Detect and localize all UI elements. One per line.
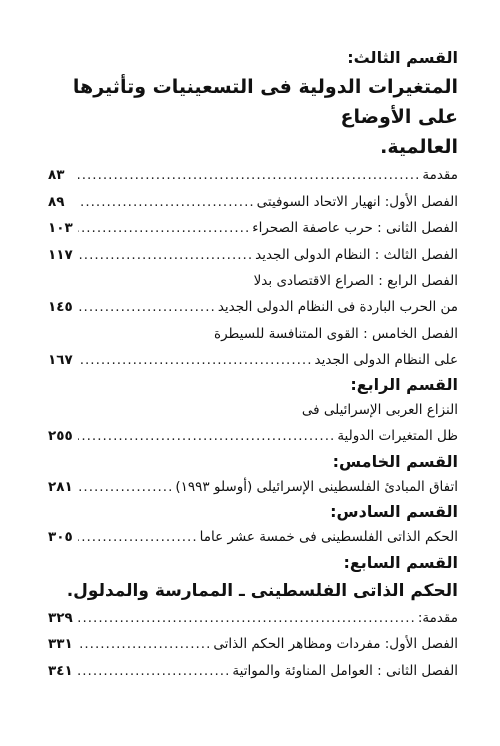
entry-page: ٣٤١: [48, 662, 73, 679]
entry-title: الفصل الثالث : النظام الدولى الجديد: [255, 246, 458, 263]
entry-page: ٨٩: [48, 193, 65, 210]
toc-entry-chapter-4-line-1: الفصل الرابع : الصراع الاقتصادى بدلا: [253, 273, 458, 289]
toc-entry-section-4: [48, 423, 458, 450]
toc-entry-chapter-5: [48, 347, 458, 374]
leader-dots: [78, 423, 335, 450]
toc-entry-intro: [48, 162, 458, 189]
entry-title: مقدمة:: [417, 609, 458, 626]
entry-title: الفصل الأول: مفردات ومظاهر الحكم الذاتى: [213, 636, 458, 652]
section-5-heading: القسم الخامس:: [332, 451, 458, 471]
leader-dots: [78, 605, 416, 632]
toc-entry-section-7-chapter-2: [48, 658, 458, 685]
entry-page: ١٦٧: [48, 351, 73, 368]
entry-title: مقدمة: [422, 167, 458, 183]
toc-entry-section-4-line-1: النزاع العربى الإسرائيلى فى: [301, 402, 458, 418]
section-3-title-line-2: العالمية.: [380, 136, 458, 158]
entry-page: ٢٥٥: [48, 428, 73, 444]
section-7-heading: القسم السابع:: [343, 552, 458, 572]
leader-dots: [78, 658, 230, 685]
entry-page: ١٤٥: [48, 299, 73, 315]
leader-dots: [78, 524, 198, 551]
entry-page: ٨٣: [48, 167, 65, 183]
section-3-title-line-1: المتغيرات الدولية فى التسعينيات وتأثيرها على الأوضاع: [72, 76, 458, 128]
entry-page: ١١٧: [48, 246, 73, 263]
toc-entry-chapter-4: [48, 294, 458, 321]
toc-entry-chapter-3: [48, 242, 458, 269]
toc-entry-section-7-intro: [48, 605, 458, 632]
entry-page: ١٠٣: [48, 220, 73, 236]
leader-dots: [78, 347, 313, 374]
entry-title: ظل المتغيرات الدولية: [337, 428, 458, 444]
entry-title: الفصل الثانى : حرب عاصفة الصحراء: [252, 220, 458, 236]
leader-dots: [78, 189, 255, 216]
toc-entry-chapter-5-line-1: الفصل الخامس : القوى المتنافسة للسيطرة: [214, 325, 458, 342]
leader-dots: [78, 294, 216, 321]
entry-page: ٢٨١: [48, 478, 73, 495]
toc-entry-chapter-1: [48, 189, 458, 216]
entry-page: ٣٠٥: [48, 529, 73, 545]
entry-page: ٣٣١: [48, 636, 73, 652]
leader-dots: [78, 474, 173, 501]
toc-entry-section-6: [48, 524, 458, 551]
leader-dots: [78, 242, 253, 269]
toc-entry-section-7-chapter-1: [48, 631, 458, 658]
section-7-title: الحكم الذاتى الفلسطينى ـ الممارسة والمدلول.: [66, 580, 458, 601]
toc-entry-section-5: [48, 474, 458, 501]
entry-title: من الحرب الباردة فى النظام الدولى الجديد: [217, 299, 458, 315]
leader-dots: [78, 215, 250, 242]
entry-title: الفصل الأول: انهيار الاتحاد السوفيتى: [256, 193, 458, 210]
entry-title: الفصل الثانى : العوامل المناوئة والمواتية: [232, 662, 458, 679]
entry-title: اتفاق المبادئ الفلسطينى الإسرائيلى (أوسلو ١٩٩٣): [175, 478, 458, 495]
leader-dots: [78, 631, 211, 658]
entry-title: الحكم الذاتى الفلسطينى فى خمسة عشر عاما: [199, 529, 458, 545]
entry-title: على النظام الدولى الجديد: [314, 351, 458, 368]
entry-page: ٣٢٩: [48, 609, 73, 626]
leader-dots: [78, 162, 420, 189]
toc-entry-chapter-2: [48, 215, 458, 242]
section-6-heading: القسم السادس:: [330, 502, 458, 521]
section-3-heading: القسم الثالث:: [347, 48, 458, 67]
section-4-heading: القسم الرابع:: [350, 375, 458, 394]
